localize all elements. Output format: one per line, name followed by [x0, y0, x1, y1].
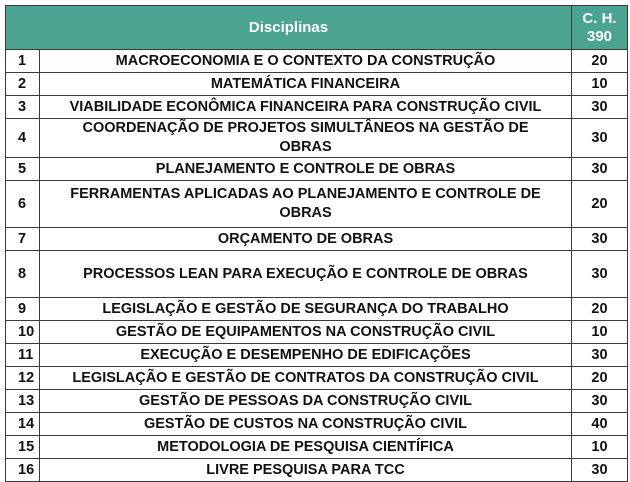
header-row	[6, 6, 628, 50]
workload-total: 390	[586, 27, 613, 45]
table-row	[6, 298, 628, 321]
row-number: 15	[6, 436, 40, 459]
workload-hours: 30	[572, 390, 628, 413]
discipline-name: GESTÃO DE CUSTOS NA CONSTRUÇÃO CIVIL	[40, 413, 572, 436]
workload-label: C. H.	[582, 9, 617, 27]
row-number: 12	[6, 367, 40, 390]
table-row	[6, 251, 628, 298]
table-row	[6, 321, 628, 344]
discipline-name: GESTÃO DE EQUIPAMENTOS NA CONSTRUÇÃO CIVIL	[40, 321, 572, 344]
workload-hours: 30	[572, 251, 628, 298]
workload-hours: 30	[572, 119, 628, 158]
table-row	[6, 459, 628, 482]
row-number: 16	[6, 459, 40, 482]
discipline-name: VIABILIDADE ECONÔMICA FINANCEIRA PARA CONSTRUÇÃO CIVIL	[40, 96, 572, 119]
discipline-name: GESTÃO DE PESSOAS DA CONSTRUÇÃO CIVIL	[40, 390, 572, 413]
curriculum-table-container	[5, 5, 628, 482]
table-row	[6, 73, 628, 96]
discipline-name: EXECUÇÃO E DESEMPENHO DE EDIFICAÇÕES	[40, 344, 572, 367]
discipline-name: COORDENAÇÃO DE PROJETOS SIMULTÂNEOS NA GESTÃO DE OBRAS	[40, 119, 572, 158]
row-number: 11	[6, 344, 40, 367]
discipline-name: METODOLOGIA DE PESQUISA CIENTÍFICA	[40, 436, 572, 459]
row-number: 4	[6, 119, 40, 158]
workload-hours: 20	[572, 298, 628, 321]
workload-hours: 20	[572, 367, 628, 390]
table-row	[6, 228, 628, 251]
discipline-name: MATEMÁTICA FINANCEIRA	[40, 73, 572, 96]
row-number: 6	[6, 181, 40, 228]
discipline-name: PROCESSOS LEAN PARA EXECUÇÃO E CONTROLE DE OBRAS	[40, 251, 572, 298]
table-body	[6, 50, 628, 482]
discipline-name: LIVRE PESQUISA PARA TCC	[40, 459, 572, 482]
curriculum-table	[5, 5, 628, 482]
table-row	[6, 50, 628, 73]
workload-hours: 30	[572, 228, 628, 251]
workload-hours: 20	[572, 181, 628, 228]
workload-hours: 10	[572, 436, 628, 459]
workload-hours: 30	[572, 459, 628, 482]
row-number: 2	[6, 73, 40, 96]
row-number: 14	[6, 413, 40, 436]
workload-header	[572, 6, 628, 50]
discipline-name: LEGISLAÇÃO E GESTÃO DE SEGURANÇA DO TRABALHO	[40, 298, 572, 321]
workload-hours: 10	[572, 73, 628, 96]
row-number: 3	[6, 96, 40, 119]
table-row	[6, 390, 628, 413]
table-row	[6, 96, 628, 119]
table-row	[6, 181, 628, 228]
discipline-name: MACROECONOMIA E O CONTEXTO DA CONSTRUÇÃO	[40, 50, 572, 73]
discipline-name: PLANEJAMENTO E CONTROLE DE OBRAS	[40, 158, 572, 181]
table-row	[6, 158, 628, 181]
workload-hours: 10	[572, 321, 628, 344]
disciplines-header: Disciplinas	[6, 6, 572, 50]
row-number: 5	[6, 158, 40, 181]
row-number: 10	[6, 321, 40, 344]
table-row	[6, 367, 628, 390]
workload-hours: 30	[572, 96, 628, 119]
workload-hours: 40	[572, 413, 628, 436]
row-number: 8	[6, 251, 40, 298]
discipline-name: ORÇAMENTO DE OBRAS	[40, 228, 572, 251]
workload-hours: 30	[572, 158, 628, 181]
row-number: 7	[6, 228, 40, 251]
workload-hours: 20	[572, 50, 628, 73]
discipline-name: FERRAMENTAS APLICADAS AO PLANEJAMENTO E CONTROLE DE OBRAS	[40, 181, 572, 228]
table-row	[6, 119, 628, 158]
row-number: 13	[6, 390, 40, 413]
table-row	[6, 344, 628, 367]
workload-hours: 30	[572, 344, 628, 367]
row-number: 9	[6, 298, 40, 321]
table-header	[6, 6, 628, 50]
table-row	[6, 413, 628, 436]
discipline-name: LEGISLAÇÃO E GESTÃO DE CONTRATOS DA CONSTRUÇÃO CIVIL	[40, 367, 572, 390]
table-row	[6, 436, 628, 459]
row-number: 1	[6, 50, 40, 73]
